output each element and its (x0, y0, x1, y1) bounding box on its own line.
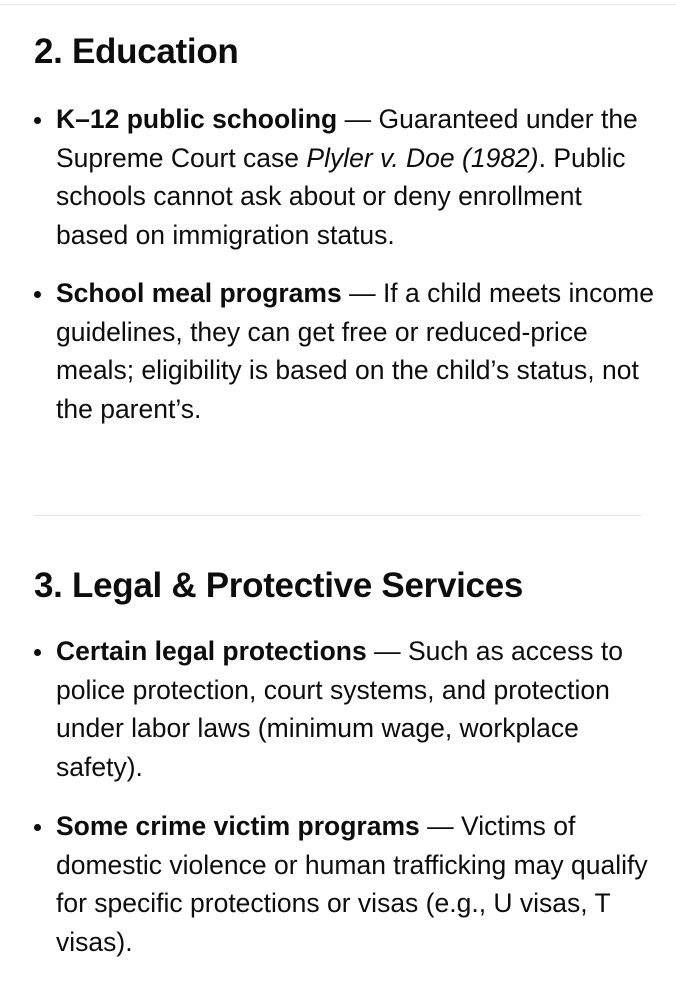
bullet-text: If a child meets income guidelines, they can get free or reduced-price meals; eligibility is based on the child’s status, not the parent’s. (56, 278, 654, 424)
bullet-separator: — (366, 636, 408, 666)
bullet-lead: School meal programs (56, 278, 342, 308)
bullet-lead: K–12 public schooling (56, 104, 338, 134)
bullet-separator: — (337, 104, 379, 134)
case-citation: Plyler v. Doe (1982) (306, 142, 539, 173)
bullet-text: Such as access to police protection, court systems, and protection under labor laws (minimum wage, workplace safety). (56, 636, 623, 782)
bullet-lead: Certain legal protections (56, 636, 367, 666)
bullet-separator: — (341, 278, 383, 308)
bullet-dot-icon (34, 649, 41, 656)
legal-bullet-list (0, 632, 676, 961)
bullet-dot-icon (34, 291, 41, 298)
bullet-text: Guaranteed under the Supreme Court case (56, 104, 638, 173)
bullet-dot-icon (34, 117, 41, 124)
section-divider (34, 515, 642, 516)
legal-protective-section (0, 562, 676, 961)
bullet-text: Victims of domestic violence or human trafficking may qualify for specific protections or visas (e.g., U visas, T visas). (56, 811, 648, 957)
education-section (0, 28, 676, 428)
bullet-crime-victim-programs (0, 807, 676, 961)
bullet-legal-protections (0, 632, 676, 786)
top-divider (0, 4, 676, 5)
bullet-dot-icon (34, 824, 41, 831)
bullet-k12-public-schooling (0, 100, 676, 254)
bullet-text-continued: . Public schools cannot ask about or deny enrollment based on immigration status. (56, 142, 626, 250)
bullet-lead: Some crime victim programs (56, 811, 420, 841)
section-heading-legal: 3. Legal & Protective Services (34, 566, 524, 605)
bullet-separator: — (419, 811, 462, 841)
education-bullet-list (0, 100, 676, 428)
bullet-school-meal-programs (0, 274, 676, 428)
section-heading-education: 2. Education (34, 32, 239, 71)
